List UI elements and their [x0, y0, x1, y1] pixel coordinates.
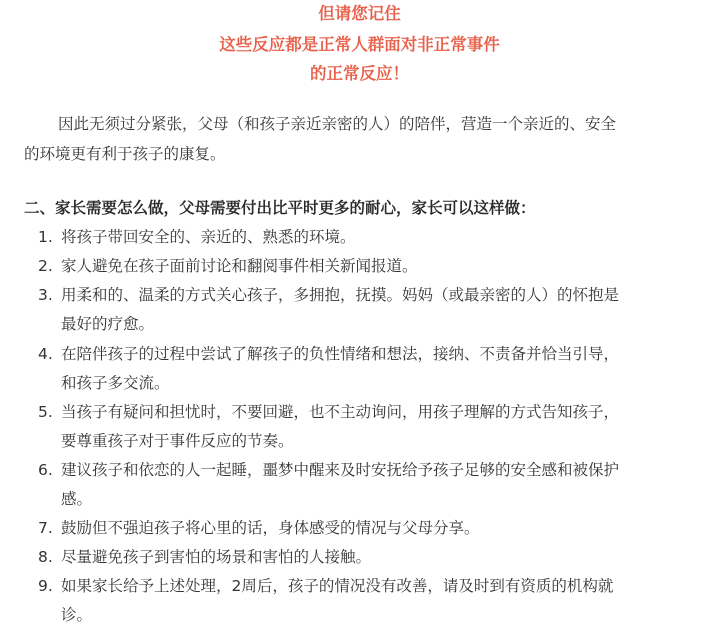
item-text-continued: 要尊重孩子对于事件反应的节奏。 — [61, 432, 294, 450]
item-number: 7. — [38, 519, 53, 537]
item-text: 如果家长给予上述处理，2周后，孩子的情况没有改善，请及时到有资质的机构就 — [61, 577, 614, 595]
item-number: 6. — [38, 461, 53, 479]
item-number: 3. — [38, 286, 53, 304]
item-text-continued: 感。 — [61, 490, 93, 508]
item-number: 4. — [38, 345, 53, 363]
item-text-continued: 最好的疗愈。 — [61, 315, 155, 333]
section-title: 二、家长需要怎么做，父母需要付出比平时更多的耐心，家长可以这样做： — [24, 199, 536, 217]
item-text: 建议孩子和依恋的人一起睡，噩梦中醒来及时安抚给予孩子足够的安全感和被保护 — [61, 461, 620, 479]
item-text: 尽量避免孩子到害怕的场景和害怕的人接触。 — [61, 548, 372, 566]
item-number: 5. — [38, 403, 53, 421]
item-text-continued: 诊。 — [61, 606, 93, 624]
item-number: 9. — [38, 577, 53, 595]
item-number: 2. — [38, 257, 53, 275]
heading-line-3: 的正常反应！ — [310, 64, 409, 83]
heading-line-2: 这些反应都是正常人群面对非正常事件 — [219, 35, 500, 54]
item-text: 家人避免在孩子面前讨论和翻阅事件相关新闻报道。 — [61, 257, 418, 275]
intro-line-2: 的环境更有利于孩子的康复。 — [24, 145, 226, 163]
item-text-continued: 和孩子多交流。 — [61, 374, 170, 392]
item-text: 用柔和的、温柔的方式关心孩子，多拥抱，抚摸。妈妈（或最亲密的人）的怀抱是 — [61, 286, 620, 304]
item-text: 在陪伴孩子的过程中尝试了解孩子的负性情绪和想法，接纳、不责备并恰当引导， — [61, 345, 620, 363]
item-text: 将孩子带回安全的、亲近的、熟悉的环境。 — [61, 228, 356, 246]
item-text: 当孩子有疑问和担忧时，不要回避，也不主动询问，用孩子理解的方式告知孩子， — [61, 403, 620, 421]
intro-line-1: 因此无须过分紧张，父母（和孩子亲近亲密的人）的陪伴，营造一个亲近的、安全 — [58, 115, 617, 133]
item-number: 8. — [38, 548, 53, 566]
heading-line-1: 但请您记住 — [318, 4, 401, 23]
item-text: 鼓励但不强迫孩子将心里的话，身体感受的情况与父母分享。 — [61, 519, 480, 537]
item-number: 1. — [38, 228, 53, 246]
